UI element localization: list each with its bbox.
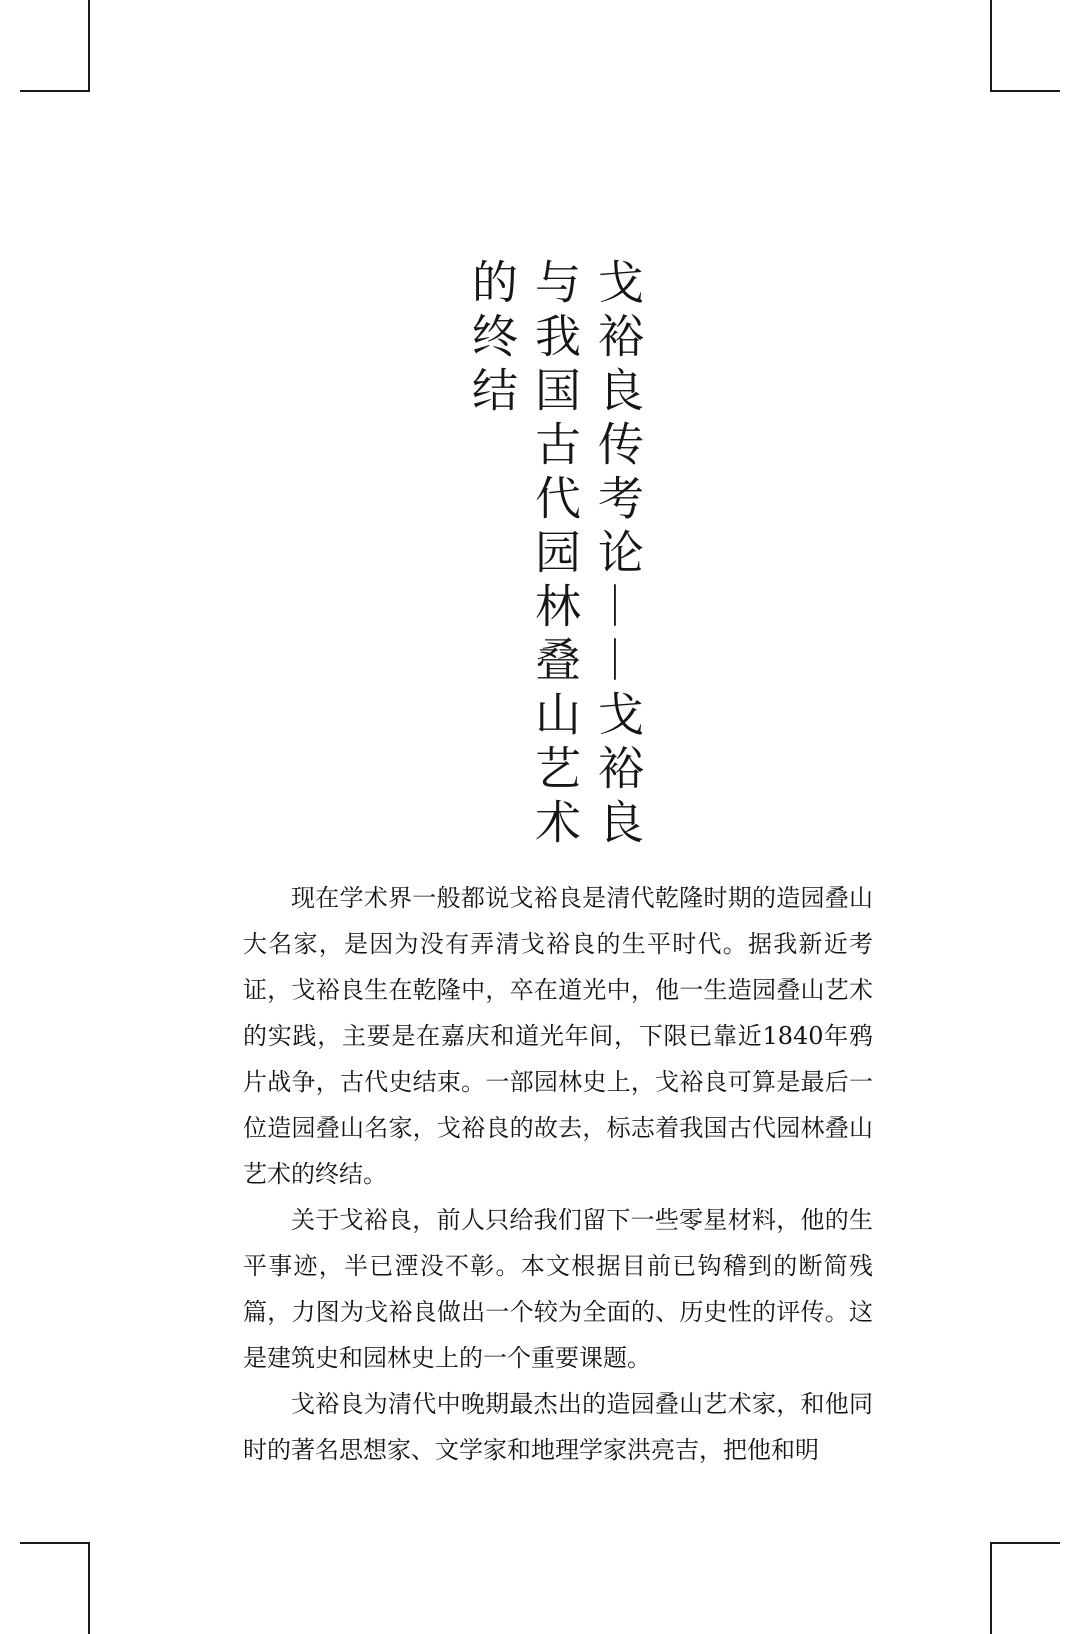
- crop-mark-bottom-right-v: [990, 1542, 992, 1634]
- body-text: [243, 875, 873, 1473]
- paragraph-2: 关于戈裕良，前人只给我们留下一些零星材料，他的生平事迹，半已湮没不彰。本文根据目前已钩稽到的断简残篇，力图为戈裕良做出一个较为全面的、历史性的评传。这是建筑史和园林史上的一个重要课题。: [243, 1206, 873, 1372]
- crop-mark-bottom-right-h: [990, 1542, 1060, 1544]
- crop-mark-bottom-left-v: [88, 1542, 90, 1634]
- paragraph-1: 现在学术界一般都说戈裕良是清代乾隆时期的造园叠山大名家，是因为没有弄清戈裕良的生平时代。据我新近考证，戈裕良生在乾隆中，卒在道光中，他一生造园叠山艺术的实践，主要是在嘉庆和道光年间，下限已靠近1840年鸦片战争，古代史结束。一部园林史上，戈裕良可算是最后一位造园叠山名家，戈裕良的故去，标志着我国古代园林叠山艺术的终结。: [243, 884, 873, 1188]
- paragraph-3: 戈裕良为清代中晚期最杰出的造园叠山艺术家，和他同时的著名思想家、文学家和地理学家洪亮吉，把他和明: [243, 1390, 873, 1464]
- crop-mark-top-left-v: [88, 0, 90, 92]
- title-line-1: 戈裕良传考论——戈裕良: [591, 258, 645, 852]
- crop-mark-top-right-v: [990, 0, 992, 92]
- crop-mark-bottom-left-h: [20, 1542, 90, 1544]
- crop-mark-top-right-h: [990, 90, 1060, 92]
- title-line-3: 的终结: [465, 258, 519, 420]
- crop-mark-top-left-h: [20, 90, 90, 92]
- title-line-2: 与我国古代园林叠山艺术: [528, 258, 582, 852]
